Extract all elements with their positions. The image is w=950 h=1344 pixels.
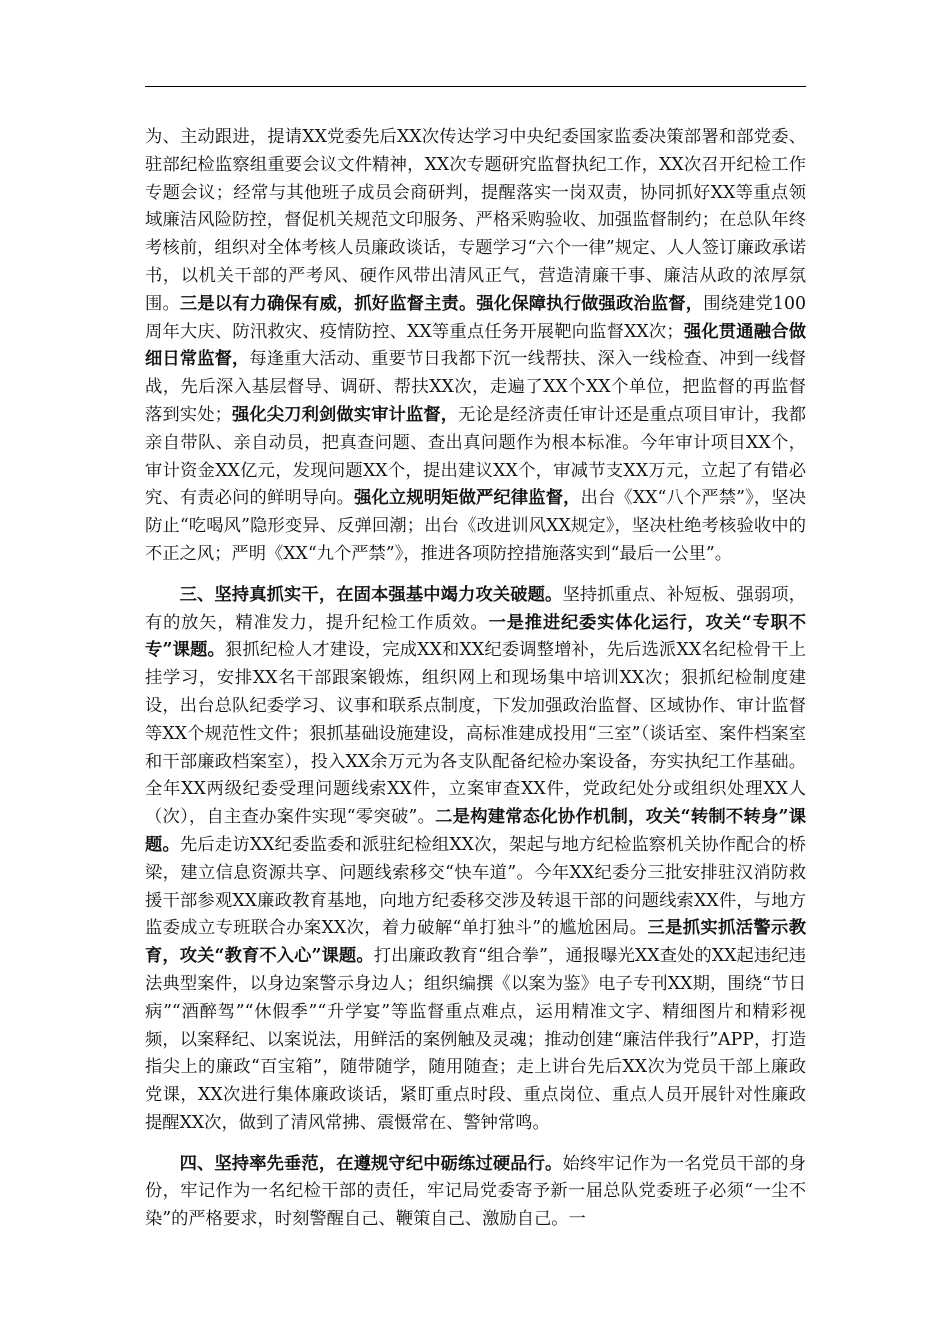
text-run: 每逢重大活动、重要节日我都下沉一线帮扶、深入一线检查、冲到一线督战，先后深入基层督导、调研、帮扶XX次，走遍了XX个XX个单位，把监督的再监督落到实处；: [145, 349, 806, 425]
text-run-bold: 三是以有力确保有威，抓好监督主责。强化保障执行做强政治监督，: [179, 293, 704, 314]
text-run: 为、主动跟进，提请XX党委先后XX次传达学习中央纪委国家监委决策部署和部党委、驻部纪检监察组重要会议文件精神，XX次专题研究监督执纪工作，XX次召开纪检工作专题会议；经常与其他班子成员会商研判，提醒落实一岗双责，协同抓好XX等重点领域廉洁风险防控，督促机关规范文印服务、严格采购验收、加强监督制约；在总队年终考核前，组织对全体考核人员廉政谈话，专题学习“六个一律”规定、人人签订廉政承诺书，以机关干部的严考风、硬作风带出清风正气，营造清廉干事、廉洁从政的浓厚氛围。: [145, 127, 806, 314]
text-run-bold: 二是构建常态化协作机制，攻关“转制不转身”课题。: [145, 807, 806, 855]
paragraph-section-three: [145, 582, 806, 1138]
section-heading: 四、坚持率先垂范，在遵规守纪中砺练过硬品行。: [179, 1153, 563, 1174]
text-run-bold: 三是抓实抓活警示教育，攻关“教育不入心”课题。: [145, 918, 806, 967]
text-run-bold: 强化贯通融合做细日常监督，: [145, 321, 806, 370]
text-run: 围绕建党100周年大庆、防汛救灾、疫情防控、XX等重点任务开展靶向监督XX次；: [145, 293, 806, 342]
text-run: 先后走访XX纪委监委和派驻纪检组XX次，架起与地方纪检监察机关协作配合的桥梁，建立信息资源共享、问题线索移交“快车道”。今年XX纪委分三批安排驻汉消防救援干部参观XX廉政教育基地，向地方纪委移交涉及转退干部的问题线索XX件，与地方监委成立专班联合办案XX次，着力破解“单打独斗”的尴尬困局。: [145, 834, 806, 939]
text-run: 出台《XX“八个严禁”》，坚决防止“吃喝风”隐形变异、反弹回潮；出台《改进训风XX规定》，坚决杜绝考核验收中的不正之风；严明《XX“九个严禁”》，推进各项防控措施落实到“最后一公里”。: [145, 488, 806, 564]
text-run: 狠抓纪检人才建设，完成XX和XX纪委调整增补，先后选派XX名纪检骨干上挂学习，安排XX名干部跟案锻炼，组织网上和现场集中培训XX次；狠抓纪检制度建设，出台总队纪委学习、议事和联系点制度，下发加强政治监督、区域协作、审计监督等XX个规范性文件；狠抓基础设施建设，高标准建成投用“三室”（谈话室、案件档案室和干部廉政档案室），投入XX余万元为各支队配备纪检办案设备，夯实执纪工作基础。全年XX两级纪委受理问题线索XX件，立案审查XX件，党政纪处分或组织处理XX人（次），自主查办案件实现“零突破”。: [145, 640, 806, 828]
text-run: 始终牢记作为一名党员干部的身份，牢记作为一名纪检干部的责任，牢记局党委寄予新一届总队党委班子必须“一尘不染”的严格要求，时刻警醒自己、鞭策自己、激励自己。一: [145, 1153, 806, 1230]
document-body: [145, 124, 806, 1234]
paragraph-supervision: [145, 124, 806, 569]
text-run: 无论是经济责任审计还是重点项目审计，我都亲自带队、亲自动员，把真查问题、查出真问题作为根本标准。今年审计项目XX个，审计资金XX亿元，发现问题XX个，提出建议XX个，审减节支XX万元，立起了有错必究、有责必问的鲜明导向。: [145, 404, 806, 509]
header-rule: [145, 86, 806, 87]
paragraph-section-four: [145, 1151, 806, 1234]
text-run-bold: 强化立规明矩做严纪律监督，: [354, 488, 581, 509]
text-run-bold: 一是推进纪委实体化运行，攻关“专职不专”课题。: [145, 612, 806, 661]
section-heading: 三、坚持真抓实干，在固本强基中竭力攻关破题。: [179, 584, 563, 605]
text-run-bold: 强化尖刀利剑做实审计监督，: [231, 404, 459, 425]
text-run: 打出廉政教育“组合拳”，通报曝光XX查处的XX起违纪违法典型案件，以身边案警示身边人；组织编撰《以案为鉴》电子专刊XX期，围绕“节日病”“酒醉驾”“休假季”“升学宴”等监督重点难点，运用精准文字、精细图片和精彩视频，以案释纪、以案说法，用鲜活的案例触及灵魂；推动创建“廉洁伴我行”APP，打造指尖上的廉政“百宝箱”，随带随学，随用随查；走上讲台先后XX次为党员干部上廉政党课，XX次进行集体廉政谈话，紧盯重点时段、重点岗位、重点人员开展针对性廉政提醒XX次，做到了清风常拂、震慑常在、警钟常鸣。: [145, 946, 806, 1133]
text-run: 坚持抓重点、补短板、强弱项，有的放矢，精准发力，提升纪检工作质效。: [145, 584, 806, 633]
